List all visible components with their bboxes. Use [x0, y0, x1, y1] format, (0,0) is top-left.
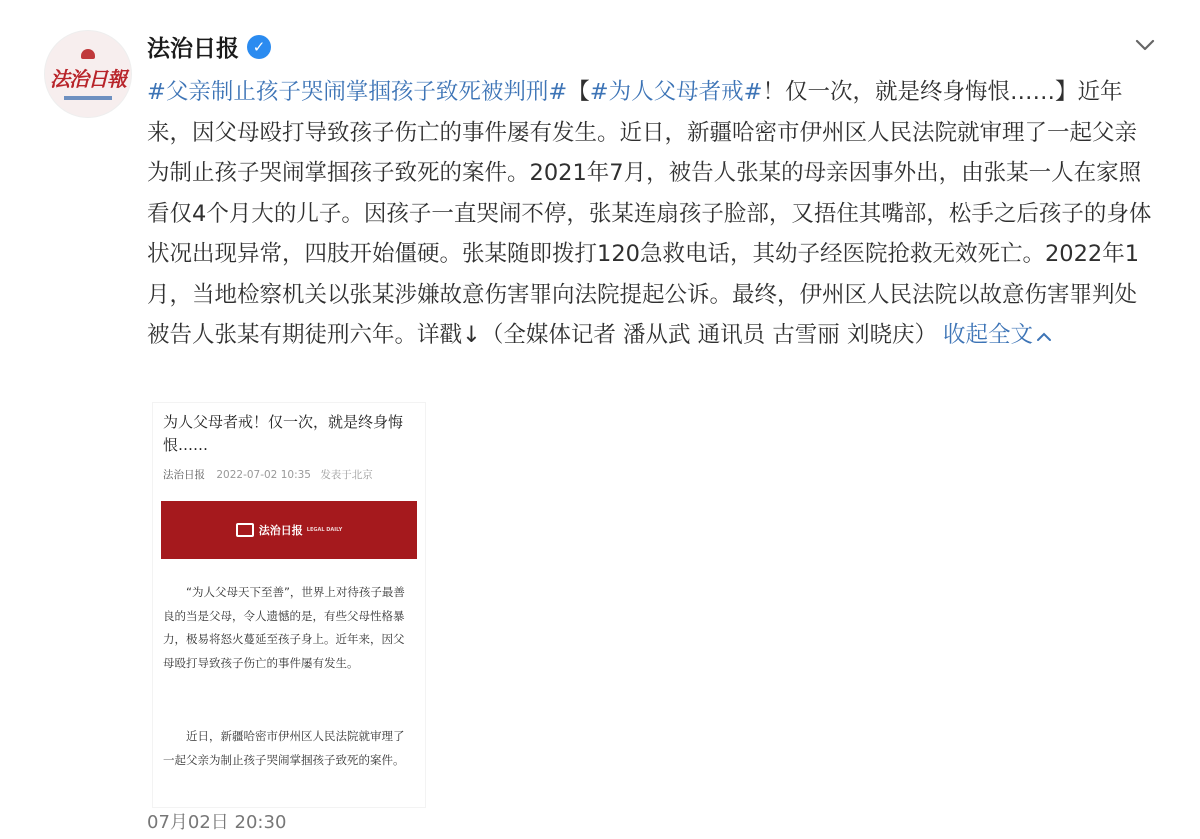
- avatar-logo-text: 法治日報: [50, 66, 126, 91]
- logo-emblem-icon: [81, 49, 95, 59]
- newspaper-logo-icon: [236, 523, 254, 537]
- banner-subtext: LEGAL DAILY: [306, 527, 343, 533]
- hashtag-link[interactable]: #为人父母者戒#: [589, 79, 763, 105]
- card-source: 法治日报: [163, 469, 205, 481]
- banner-text: 法治日报: [258, 524, 303, 537]
- verified-badge-icon: ✓: [247, 35, 271, 59]
- bracket-open: 【: [567, 79, 590, 105]
- logo-underline: [64, 96, 112, 100]
- post-content: ！仅一次，就是终身悔恨……】近年来，因父母殴打导致孩子伤亡的事件屡有发生。近日，新疆哈密市伊州区人民法院就审理了一起父亲为制止孩子哭闹掌掴孩子致死的案件。2021年7月，被告人张某的母亲因事外出，由张某一人在家照看仅4个月大的儿子。因孩子一直哭闹不停，张某连扇孩子脸部，又捂住其嘴部，松手之后孩子的身体状况出现异常，四肢开始僵硬。张某随即拨打120急救电话，其幼子经医院抢救无效死亡。2022年1月，当地检察机关以张某涉嫌故意伤害罪向法院提起公诉。最终，伊州区人民法院以故意伤害罪判处被告人张某有期徒刑六年。详戳↓（全媒体记者 潘从武 通讯员 古雪丽 刘晓庆）: [147, 79, 1152, 348]
- article-preview-card[interactable]: [152, 402, 426, 808]
- card-meta: [163, 467, 373, 482]
- account-avatar[interactable]: [44, 30, 132, 118]
- card-banner: [161, 501, 417, 559]
- post-timestamp[interactable]: 07月02日 20:30: [147, 812, 287, 833]
- card-title: 为人父母者戒！仅一次，就是终身悔恨……: [163, 413, 404, 454]
- hashtag-link[interactable]: #父亲制止孩子哭闹掌掴孩子致死被判刑#: [147, 79, 568, 105]
- collapse-text-button[interactable]: [943, 322, 1052, 348]
- chevron-down-icon[interactable]: [1134, 34, 1156, 56]
- post-body: [147, 72, 1157, 356]
- card-paragraph: “为人父母天下至善”，世界上对待孩子最善良的当是父母，令人遗憾的是，有些父母性格暴力，极易将怒火蔓延至孩子身上。近年来，因父母殴打导致孩子伤亡的事件屡有发生。: [163, 585, 405, 670]
- card-location: 发表于北京: [320, 469, 373, 481]
- account-header: [147, 30, 271, 63]
- chevron-up-icon: [1036, 330, 1052, 342]
- collapse-label: 收起全文: [942, 322, 1033, 348]
- account-name[interactable]: 法治日报: [147, 36, 239, 62]
- card-date: 2022-07-02 10:35: [216, 469, 311, 481]
- card-paragraph: 近日，新疆哈密市伊州区人民法院就审理了一起父亲为制止孩子哭闹掌掴孩子致死的案件。: [163, 729, 405, 767]
